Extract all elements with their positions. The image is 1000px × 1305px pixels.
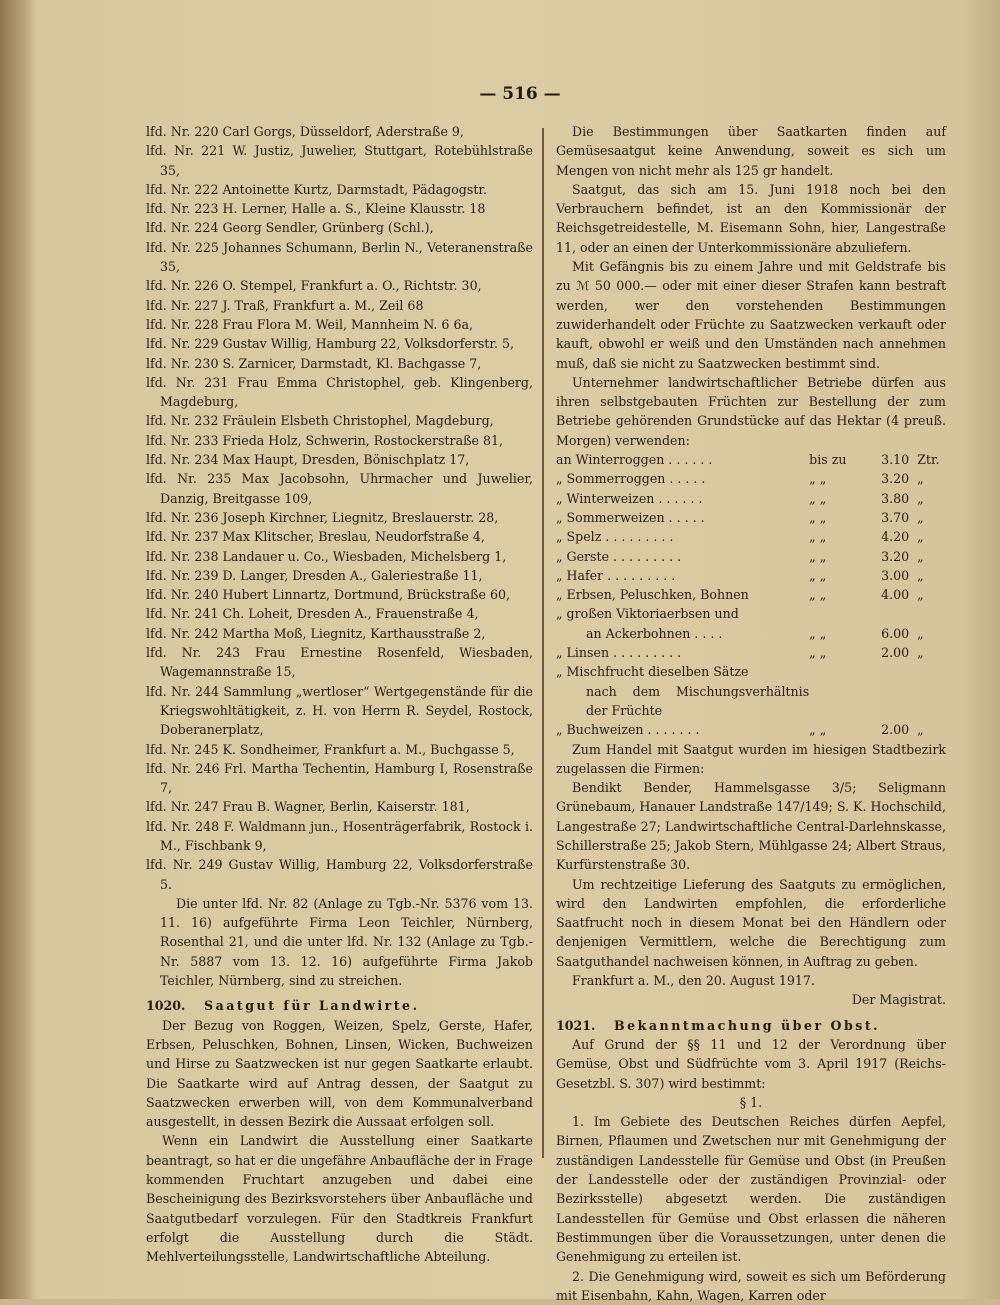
crop-name: „ Sommerweizen . . . . . bbox=[556, 509, 705, 525]
paragraph-sign: § 1. bbox=[739, 1094, 763, 1110]
crop-name: nach dem Mischungsverhältnis der Früchte bbox=[586, 683, 810, 718]
paragraph: Zum Handel mit Saatgut wurden im hiesigen Stadtbezirk zugelassen die Firmen: bbox=[556, 741, 946, 776]
table-row bbox=[556, 662, 946, 681]
table-row bbox=[556, 489, 946, 508]
list-entry: lfd. Nr. 244 Sammlung „wertloser“ Wertgegenstände für die Kriegswohltätigkeit, z. H. von Herrn R. Seydel, Rostock, Doberanerplatz, bbox=[146, 683, 533, 738]
table-row bbox=[556, 469, 946, 488]
table-row bbox=[556, 624, 946, 643]
amount: 2.00 bbox=[881, 645, 910, 661]
list-entry: lfd. Nr. 233 Frieda Holz, Schwerin, Rostockerstraße 81, bbox=[146, 432, 503, 448]
crop-name: „ Buchweizen . . . . . . . bbox=[556, 722, 700, 738]
paragraph: Saatgut, das sich am 15. Juni 1918 noch bei den Verbrauchern befindet, ist an den Kommissionär der Reichsgetreidestelle, M. Eisemann Sohn, hier, Langestraße 11, oder an einen der Unterkommissionäre abzuliefern. bbox=[556, 181, 946, 255]
list-entry: lfd. Nr. 223 H. Lerner, Halle a. S., Kleine Klausstr. 18 bbox=[146, 201, 486, 217]
qualifier: „ „ bbox=[809, 490, 827, 506]
right-column bbox=[556, 122, 946, 1305]
unit: „ bbox=[917, 529, 924, 545]
section-title: Saatgut für Landwirte. bbox=[204, 998, 420, 1014]
table-row bbox=[556, 643, 946, 662]
list-entry: lfd. Nr. 226 O. Stempel, Frankfurt a. O., Richtstr. 30, bbox=[146, 278, 482, 294]
table-row bbox=[556, 527, 946, 546]
column-divider bbox=[542, 128, 544, 1158]
paragraph: Auf Grund der §§ 11 und 12 der Verordnung über Gemüse, Obst und Südfrüchte vom 3. April 1917 (Reichs-Gesetzbl. S. 307) wird bestimmt: bbox=[556, 1036, 946, 1091]
list-entry: lfd. Nr. 234 Max Haupt, Dresden, Bönischplatz 17, bbox=[146, 452, 470, 468]
unit: Ztr. bbox=[917, 452, 940, 468]
amount: 3.20 bbox=[881, 471, 910, 487]
paragraph: Mit Gefängnis bis zu einem Jahre und mit Geldstrafe bis zu ℳ 50 000.— oder mit einer dieser Strafen kann bestraft werden, wer den vorstehenden Bestimmungen zuwiderhandelt oder Früchte zu Saatzwecken verkauft oder kauft, obwohl er weiß und den Umständen nach annehmen muß, daß sie nicht zu Saatzwecken bestimmt sind. bbox=[556, 259, 946, 371]
qualifier: „ „ bbox=[809, 471, 827, 487]
list-entry: lfd. Nr. 225 Johannes Schumann, Berlin N., Veteranenstraße 35, bbox=[146, 239, 533, 275]
table-row bbox=[556, 566, 946, 585]
table-row bbox=[556, 508, 946, 527]
unit: „ bbox=[917, 722, 924, 738]
list-entry: lfd. Nr. 231 Frau Emma Christophel, geb. Klingenberg, Magdeburg, bbox=[146, 374, 533, 410]
unit bbox=[917, 682, 946, 721]
left-column bbox=[146, 122, 533, 1267]
unit: „ bbox=[917, 548, 924, 564]
qualifier: bis zu bbox=[809, 452, 847, 468]
table-row bbox=[556, 604, 946, 623]
list-entry: lfd. Nr. 249 Gustav Willig, Hamburg 22, Volksdorferstraße 5. bbox=[146, 857, 533, 892]
unit: „ bbox=[917, 587, 924, 603]
list-entry: lfd. Nr. 224 Georg Sendler, Grünberg (Schl.), bbox=[146, 220, 434, 236]
amount bbox=[854, 604, 917, 623]
list-entry: lfd. Nr. 227 J. Traß, Frankfurt a. M., Zeil 68 bbox=[146, 297, 424, 313]
crop-name: an Winterroggen . . . . . . bbox=[556, 452, 713, 468]
amount: 3.70 bbox=[881, 509, 910, 525]
unit: „ bbox=[917, 509, 924, 525]
unit bbox=[917, 662, 946, 681]
amount: 6.00 bbox=[881, 625, 910, 641]
paragraph: Wenn ein Landwirt die Ausstellung einer Saatkarte beantragt, so hat er die ungefähre Anbaufläche der in Frage kommenden Fruchtart anzugeben und dabei eine Bescheinigung des Bezirksvorstehers über Anbaufläche und Saatgutbedarf vorzulegen. Für den Stadtkreis Frankfurt erfolgt die Ausstellung durch die Städt. Mehlverteilungsstelle, Landwirtschaftliche Abteilung. bbox=[146, 1133, 533, 1265]
qualifier: „ „ bbox=[809, 625, 827, 641]
crop-name: „ Gerste . . . . . . . . . bbox=[556, 548, 682, 564]
paragraph: Der Bezug von Roggen, Weizen, Spelz, Gerste, Hafer, Erbsen, Peluschken, Bohnen, Linsen, Wicken, Buchweizen und Hirse zu Saatzwecken ist nur gegen Saatkarte erlaubt. Die Saatkarte wird auf Antrag dessen, der Saatgut zu Saatzwecken erwerben will, von dem Kommunalverband ausgestellt, in dessen Bezirk die Aussaat erfolgen soll. bbox=[146, 1017, 533, 1130]
numbered-point: 2. Die Genehmigung wird, soweit es sich um Beförderung mit Eisenbahn, Kahn, Wagen, Karren oder bbox=[556, 1268, 946, 1303]
list-entry: lfd. Nr. 246 Frl. Martha Techentin, Hamburg I, Rosenstraße 7, bbox=[146, 760, 533, 796]
crop-name: „ Sommerroggen . . . . . bbox=[556, 471, 706, 487]
dealer-list: Bendikt Bender, Hammelsgasse 3/5; Seligmann Grünebaum, Hanauer Landstraße 147/149; S. K. Hochschild, Langestraße 27; Landwirtschaftliche Central-Darlehnskasse, Schillerstraße 25; Jakob Stern, Mühlgasse 24; Albert Straus, Kurfürstenstraße 30. bbox=[556, 780, 946, 873]
qualifier: „ „ bbox=[809, 645, 827, 661]
list-entry: lfd. Nr. 248 F. Waldmann jun., Hosenträgerfabrik, Rostock i. M., Fischbank 9, bbox=[146, 818, 533, 853]
section-title: Bekanntmachung über Obst. bbox=[614, 1017, 881, 1033]
amount: 3.00 bbox=[881, 567, 910, 583]
list-entry: lfd. Nr. 235 Max Jacobsohn, Uhrmacher und Juwelier, Danzig, Breitgasse 109, bbox=[146, 471, 533, 506]
list-entry: lfd. Nr. 239 D. Langer, Dresden A., Galeriestraße 11, bbox=[146, 567, 483, 583]
page-binding-shadow bbox=[0, 0, 34, 1299]
qualifier: „ „ bbox=[809, 509, 827, 525]
table-row bbox=[556, 450, 946, 469]
section-number: 1021. bbox=[556, 1017, 596, 1033]
list-entry: lfd. Nr. 247 Frau B. Wagner, Berlin, Kaiserstr. 181, bbox=[146, 799, 470, 815]
crop-name: „ großen Viktoriaerbsen und bbox=[556, 606, 739, 622]
list-entry: lfd. Nr. 238 Landauer u. Co., Wiesbaden, Michelsberg 1, bbox=[146, 548, 507, 564]
unit: „ bbox=[917, 471, 924, 487]
qualifier: „ „ bbox=[809, 722, 827, 738]
list-entry: lfd. Nr. 237 Max Klitscher, Breslau, Neudorfstraße 4, bbox=[146, 529, 485, 545]
list-entry: lfd. Nr. 220 Carl Gorgs, Düsseldorf, Aderstraße 9, bbox=[146, 124, 464, 139]
unit: „ bbox=[917, 490, 924, 506]
table-row bbox=[556, 720, 946, 739]
crop-name: „ Hafer . . . . . . . . . bbox=[556, 567, 676, 583]
table-row bbox=[556, 682, 946, 721]
amount: 4.20 bbox=[881, 529, 910, 545]
unit: „ bbox=[917, 645, 924, 661]
unit: „ bbox=[917, 567, 924, 583]
qualifier: „ „ bbox=[809, 587, 827, 603]
qualifier bbox=[809, 682, 854, 721]
table-row bbox=[556, 585, 946, 604]
section-number: 1020. bbox=[146, 998, 186, 1014]
amount: 4.00 bbox=[881, 587, 910, 603]
amount: 2.00 bbox=[881, 722, 910, 738]
list-entry: lfd. Nr. 221 W. Justiz, Juwelier, Stuttgart, Rotebühlstraße 35, bbox=[146, 143, 533, 178]
amount: 3.80 bbox=[881, 490, 910, 506]
place-date: Frankfurt a. M., den 20. August 1917. bbox=[572, 973, 815, 989]
list-entry: lfd. Nr. 241 Ch. Loheit, Dresden A., Frauenstraße 4, bbox=[146, 606, 479, 622]
section-heading-1021 bbox=[556, 1016, 946, 1035]
table-row bbox=[556, 547, 946, 566]
unit bbox=[917, 604, 946, 623]
qualifier: „ „ bbox=[809, 529, 827, 545]
amount: 3.20 bbox=[881, 548, 910, 564]
crop-name: „ Erbsen, Peluschken, Bohnen bbox=[556, 587, 749, 603]
unit: „ bbox=[917, 625, 924, 641]
signature: Der Magistrat. bbox=[851, 992, 946, 1008]
amount: 3.10 bbox=[881, 452, 910, 468]
list-entry: lfd. Nr. 228 Frau Flora M. Weil, Mannheim N. 6 6a, bbox=[146, 316, 473, 332]
list-entry: lfd. Nr. 232 Fräulein Elsbeth Christophel, Magdeburg, bbox=[146, 413, 494, 429]
crop-name: an Ackerbohnen . . . . bbox=[586, 625, 723, 641]
list-entry: lfd. Nr. 242 Martha Moß, Liegnitz, Karthausstraße 2, bbox=[146, 625, 486, 641]
seed-quantity-table bbox=[556, 450, 946, 739]
amount bbox=[854, 682, 917, 721]
crop-name: „ Mischfrucht dieselben Sätze bbox=[556, 664, 749, 680]
qualifier: „ „ bbox=[809, 567, 827, 583]
numbered-point: 1. Im Gebiete des Deutschen Reiches dürfen Aepfel, Birnen, Pflaumen und Zwetschen nur mit Genehmigung der zuständigen Landesstelle für Gemüse und Obst (in Preußen der Landesstelle oder der zuständigen Provinzial- oder Bezirksstelle) abgesetzt werden. Die zuständigen Landesstellen für Gemüse und Obst erlassen die näheren Bestimmungen über die Voraussetzungen, unter denen die Genehmigung zu erteilen ist. bbox=[556, 1114, 946, 1265]
list-entry: lfd. Nr. 243 Frau Ernestine Rosenfeld, Wiesbaden, Wagemannstraße 15, bbox=[146, 645, 533, 680]
deletion-notice: Die unter lfd. Nr. 82 (Anlage zu Tgb.-Nr. 5376 vom 13. 11. 16) aufgeführte Firma Leon Teichler, Nürnberg, Rosenthal 21, und die unter lfd. Nr. 132 (Anlage zu Tgb.-Nr. 5887 vom 13. 12. 16) aufgeführte Firma Jakob Teichler, Nürnberg, sind zu streichen. bbox=[160, 895, 533, 989]
page-number: — 516 — bbox=[479, 84, 561, 104]
crop-name: „ Winterweizen . . . . . . bbox=[556, 490, 703, 506]
section-heading-1020 bbox=[146, 996, 533, 1015]
list-entry: lfd. Nr. 245 K. Sondheimer, Frankfurt a. M., Buchgasse 5, bbox=[146, 741, 515, 757]
entry-list bbox=[146, 122, 533, 894]
qualifier bbox=[809, 662, 854, 681]
crop-name: „ Spelz . . . . . . . . . bbox=[556, 529, 674, 545]
qualifier bbox=[809, 604, 854, 623]
paragraph: Die Bestimmungen über Saatkarten finden auf Gemüsesaatgut keine Anwendung, soweit es sich um Mengen von nicht mehr als 125 gr handelt. bbox=[556, 124, 946, 178]
paragraph: Um rechtzeitige Lieferung des Saatguts zu ermöglichen, wird den Landwirten empfohlen, die erforderliche Saatfrucht noch in diesem Monat bei den Händlern oder denjenigen Vermittlern, welche die Berechtigung zum Saatguthandel nachweisen können, in Auftrag zu geben. bbox=[556, 876, 946, 969]
list-entry: lfd. Nr. 229 Gustav Willig, Hamburg 22, Volksdorferstr. 5, bbox=[146, 336, 515, 352]
list-entry: lfd. Nr. 236 Joseph Kirchner, Liegnitz, Breslauerstr. 28, bbox=[146, 509, 499, 525]
list-entry: lfd. Nr. 240 Hubert Linnartz, Dortmund, Brückstraße 60, bbox=[146, 587, 511, 603]
list-entry: lfd. Nr. 230 S. Zarnicer, Darmstadt, Kl. Bachgasse 7, bbox=[146, 355, 482, 371]
qualifier: „ „ bbox=[809, 548, 827, 564]
amount bbox=[854, 662, 917, 681]
list-entry: lfd. Nr. 222 Antoinette Kurtz, Darmstadt, Pädagogstr. bbox=[146, 181, 488, 197]
crop-name: „ Linsen . . . . . . . . . bbox=[556, 645, 682, 661]
paragraph: Unternehmer landwirtschaftlicher Betriebe dürfen aus ihren selbstgebauten Früchten zur Bestellung der zum Betriebe gehörenden Grundstücke auf das Hektar (4 preuß. Morgen) verwenden: bbox=[556, 374, 946, 448]
